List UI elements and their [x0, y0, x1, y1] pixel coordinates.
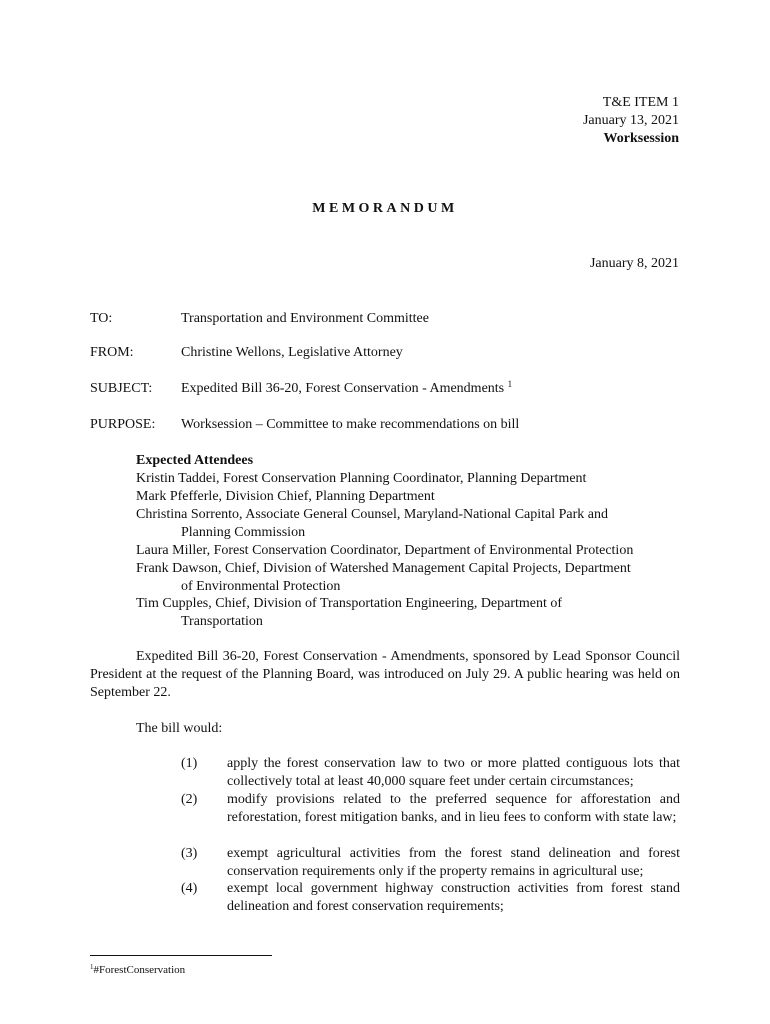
- attendee-line: Laura Miller, Forest Conservation Coordinator, Department of Environmental Protection: [136, 543, 634, 558]
- attendee-line: Christina Sorrento, Associate General Counsel, Maryland-National Capital Park and: [136, 507, 609, 522]
- attendee-line: Frank Dawson, Chief, Division of Watershed Management Capital Projects, Department: [136, 561, 631, 576]
- list-item-number: (3): [181, 846, 198, 861]
- subject-label: SUBJECT:: [90, 381, 153, 396]
- session-type: Worksession: [603, 131, 679, 146]
- attendee: [136, 470, 686, 488]
- to-value: Transportation and Environment Committee: [181, 311, 429, 326]
- meeting-date: January 13, 2021: [582, 113, 679, 128]
- list-item-text: modify provisions related to the preferred sequence for afforestation and reforestation, forest mitigation banks, and in lieu fees to conform with state law;: [227, 792, 680, 825]
- memo-date: January 8, 2021: [589, 256, 679, 271]
- footnote-divider: [90, 955, 272, 956]
- attendee-line-continued: Planning Commission: [181, 525, 306, 540]
- attendee: [136, 488, 686, 506]
- to-label: TO:: [90, 311, 113, 326]
- intro-paragraph: Expedited Bill 36-20, Forest Conservation - Amendments, sponsored by Lead Sponsor Council President at the request of the Planning Board, was introduced on July 29. A public hearing was held on September 22.: [90, 649, 680, 700]
- from-value: Christine Wellons, Legislative Attorney: [181, 345, 403, 360]
- memo-title: MEMORANDUM: [312, 201, 458, 216]
- attendee: [136, 595, 686, 631]
- from-label: FROM:: [90, 345, 134, 360]
- purpose-label: PURPOSE:: [90, 417, 156, 432]
- list-item-number: (1): [181, 756, 198, 771]
- footnote: [90, 963, 185, 977]
- list-item-text: exempt local government highway construction activities from forest stand delineation and forest conservation requirements;: [227, 881, 680, 914]
- list-item-text: apply the forest conservation law to two or more platted contiguous lots that collectively total at least 40,000 square feet under certain circumstances;: [227, 756, 680, 789]
- attendee: [136, 560, 686, 596]
- bill-would-label: The bill would:: [136, 721, 223, 736]
- subject-line: [181, 380, 512, 398]
- subject-value: Expedited Bill 36-20, Forest Conservation - Amendments: [181, 381, 505, 396]
- footnote-text[interactable]: #ForestConservation: [93, 964, 186, 976]
- attendee: [136, 542, 686, 560]
- attendee-line: Kristin Taddei, Forest Conservation Planning Coordinator, Planning Department: [136, 471, 587, 486]
- list-item-text: exempt agricultural activities from the forest stand delineation and forest conservation requirements only if the property remains in agricultural use;: [227, 846, 680, 879]
- attendee-line: Mark Pfefferle, Division Chief, Planning Department: [136, 489, 435, 504]
- attendee-line-continued: Transportation: [181, 614, 263, 629]
- purpose-value: Worksession – Committee to make recommendations on bill: [181, 417, 520, 432]
- attendee: [136, 506, 686, 542]
- list-item-number: (4): [181, 881, 198, 896]
- attendee-line: Tim Cupples, Chief, Division of Transportation Engineering, Department of: [136, 596, 563, 611]
- agenda-item-label: T&E ITEM 1: [602, 95, 679, 110]
- attendees-heading: Expected Attendees: [136, 453, 254, 468]
- list-item-number: (2): [181, 792, 198, 807]
- footnote-mark: 1: [90, 963, 94, 971]
- footnote-reference[interactable]: 1: [507, 379, 513, 389]
- attendee-line-continued: of Environmental Protection: [181, 579, 341, 594]
